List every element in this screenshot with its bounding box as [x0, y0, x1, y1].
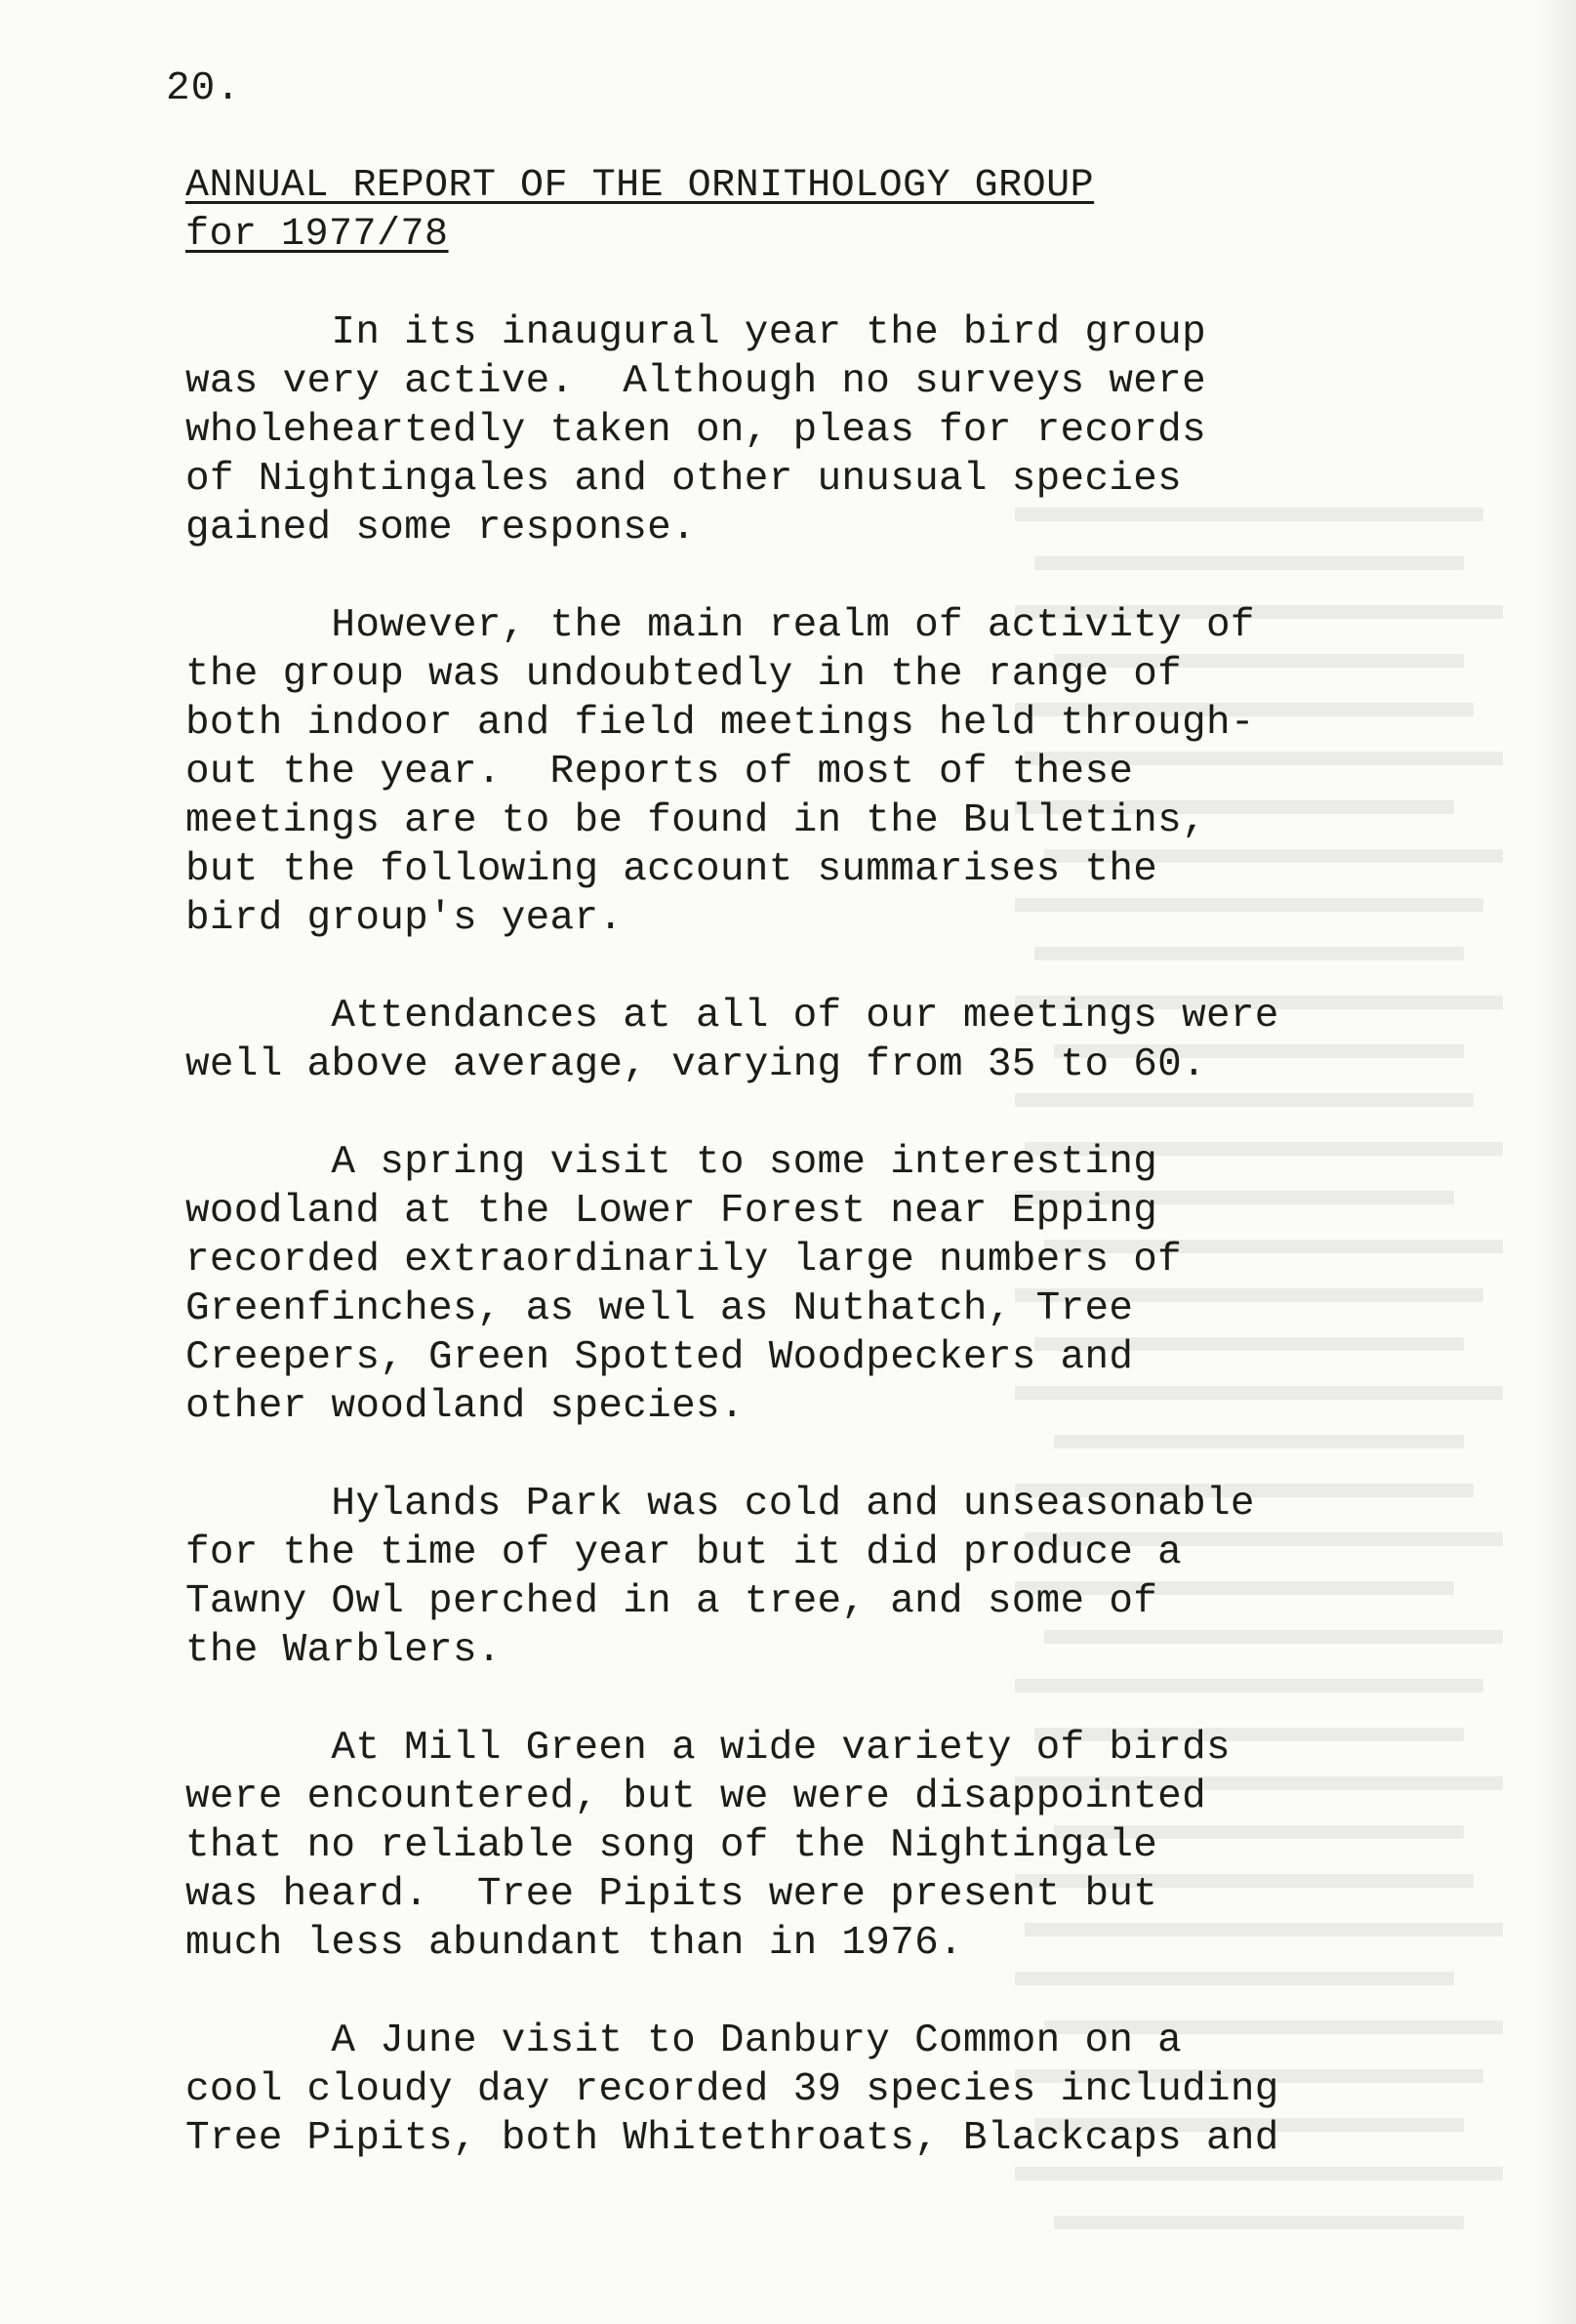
- paragraph-line: was heard. Tree Pipits were present but: [185, 1872, 1158, 1917]
- paragraph-line: recorded extraordinarily large numbers of: [185, 1238, 1183, 1283]
- paragraph-line: but the following account summarises the: [185, 847, 1158, 892]
- paragraph-line: were encountered, but we were disappointed: [185, 1774, 1206, 1819]
- paragraph-line: bird group's year.: [185, 896, 624, 941]
- paragraph-mill-green: [185, 1724, 1231, 1968]
- paragraph-line: Tree Pipits, both Whitethroats, Blackcaps and: [185, 2116, 1279, 2161]
- paragraph-line: Hylands Park was cold and unseasonable: [185, 1482, 1255, 1527]
- report-heading: [185, 162, 1094, 260]
- paragraph-line: other woodland species.: [185, 1384, 745, 1429]
- heading-line-2: for 1977/78: [185, 213, 449, 257]
- page-edge-shadow: [1537, 0, 1576, 2324]
- paragraph-line: that no reliable song of the Nightingale: [185, 1823, 1158, 1868]
- heading-line-1: ANNUAL REPORT OF THE ORNITHOLOGY GROUP: [185, 164, 1095, 208]
- paragraph-line: cool cloudy day recorded 39 species including: [185, 2067, 1279, 2112]
- paragraph-line: woodland at the Lower Forest near Epping: [185, 1189, 1158, 1234]
- paragraph-line: well above average, varying from 35 to 60.: [185, 1042, 1206, 1087]
- paragraph-main-activity: [185, 601, 1255, 943]
- paragraph-line: the Warblers.: [185, 1628, 502, 1673]
- page-number: 20.: [166, 66, 241, 111]
- paragraph-line: gained some response.: [185, 506, 696, 550]
- paragraph-line: Greenfinches, as well as Nuthatch, Tree: [185, 1286, 1134, 1331]
- paragraph-line: for the time of year but it did produce a: [185, 1530, 1183, 1575]
- paragraph-line: Creepers, Green Spotted Woodpeckers and: [185, 1335, 1134, 1380]
- paragraph-line: A June visit to Danbury Common on a: [185, 2018, 1183, 2063]
- paragraph-line: However, the main realm of activity of: [185, 603, 1255, 648]
- paragraph-line: At Mill Green a wide variety of birds: [185, 1726, 1231, 1771]
- paragraph-line: was very active. Although no surveys were: [185, 359, 1206, 404]
- paragraph-line: out the year. Reports of most of these: [185, 750, 1134, 795]
- paragraph-spring-visit: [185, 1138, 1182, 1431]
- paragraph-line: Attendances at all of our meetings were: [185, 994, 1279, 1039]
- paragraph-line: much less abundant than in 1976.: [185, 1921, 963, 1966]
- paragraph-line: In its inaugural year the bird group: [185, 310, 1206, 355]
- paragraph-inaugural-year: [185, 308, 1206, 552]
- paragraph-hylands-park: [185, 1480, 1255, 1675]
- paragraph-line: the group was undoubtedly in the range of: [185, 652, 1183, 697]
- paragraph-danbury-common: [185, 2017, 1279, 2163]
- paragraph-line: Tawny Owl perched in a tree, and some of: [185, 1579, 1158, 1624]
- paragraph-line: both indoor and field meetings held through-: [185, 701, 1255, 746]
- paragraph-line: of Nightingales and other unusual species: [185, 457, 1183, 502]
- paragraph-line: meetings are to be found in the Bulletins,: [185, 798, 1206, 843]
- paragraph-attendances: [185, 992, 1279, 1089]
- paragraph-line: wholeheartedly taken on, pleas for records: [185, 408, 1206, 453]
- paragraph-line: A spring visit to some interesting: [185, 1140, 1158, 1185]
